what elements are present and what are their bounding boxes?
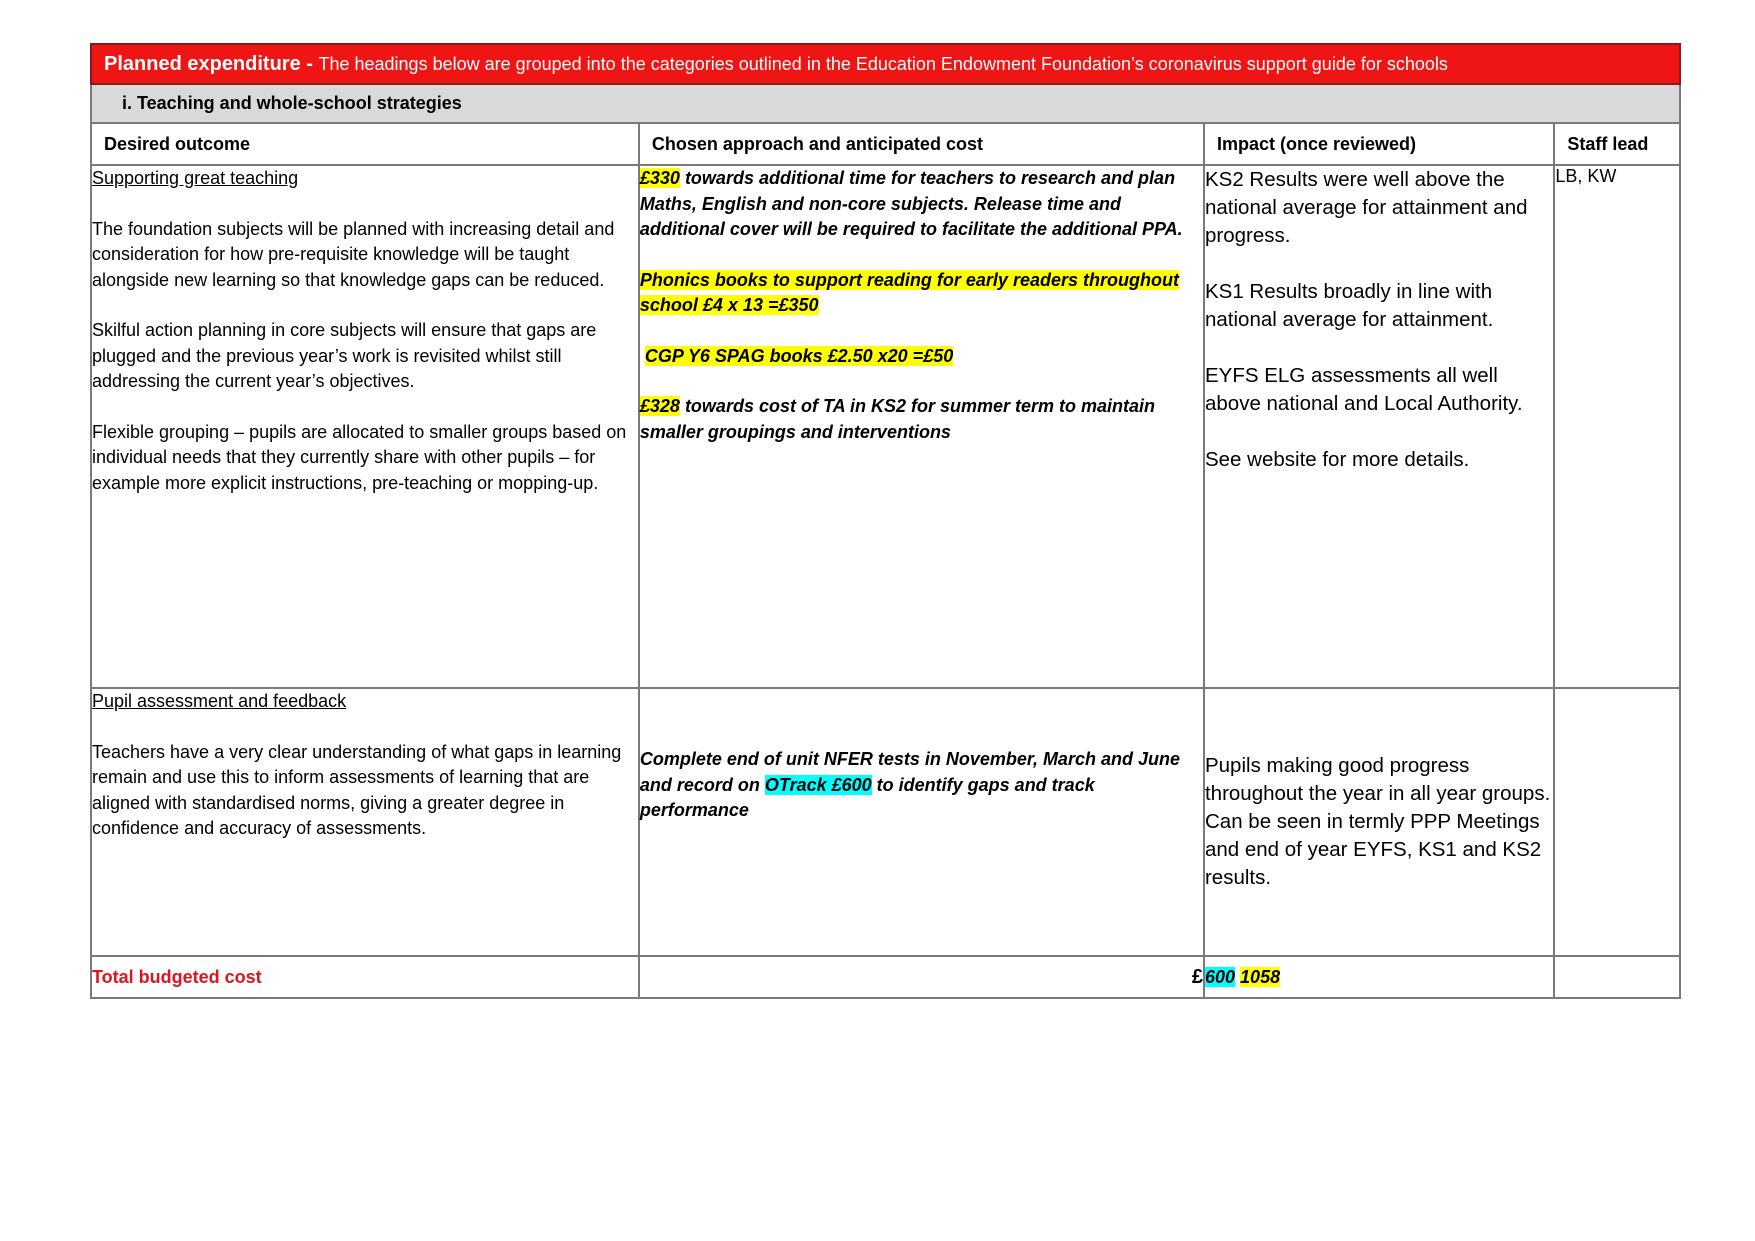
section-heading: i. Teaching and whole-school strategies <box>91 84 1680 123</box>
section-row <box>91 84 1680 123</box>
approach-cell <box>639 165 1204 688</box>
approach-paragraph <box>640 344 1203 370</box>
impact-paragraph: KS1 Results broadly in line with national average for attainment. <box>1204 280 1494 331</box>
outcome-paragraph: The foundation subjects will be planned with increasing detail and consideration for how pre-requisite knowledge will be taught alongside new learning so that knowledge gaps can be reduced. <box>92 218 615 290</box>
total-staff-cell <box>1554 956 1680 998</box>
impact-cell <box>1204 165 1554 688</box>
highlighted-cost: OTrack £600 <box>764 774 872 795</box>
table-row <box>91 688 1680 956</box>
total-row <box>91 956 1680 998</box>
total-value-cyan: 600 <box>1204 966 1236 987</box>
approach-paragraph <box>640 166 1203 243</box>
highlighted-cost: CGP Y6 SPAG books £2.50 x20 =£50 <box>644 345 954 366</box>
total-value-yellow: 1058 <box>1240 966 1281 987</box>
highlighted-cost: Phonics books to support reading for early readers throughout school £4 x 13 =£350 <box>639 269 1179 315</box>
approach-cell <box>639 688 1204 956</box>
title-description: The headings below are grouped into the categories outlined in the Education Endowment Foundation’s coronavirus support guide for schools <box>318 53 1448 74</box>
currency-symbol: £ <box>639 956 1204 998</box>
table-row <box>91 165 1680 688</box>
total-values-cell <box>1204 956 1554 998</box>
column-header-approach: Chosen approach and anticipated cost <box>639 123 1204 165</box>
outcome-paragraph: Flexible grouping – pupils are allocated to smaller groups based on individual needs that they currently share with other pupils – for example more explicit instructions, pre-teaching or mopping-up. <box>92 421 627 493</box>
outcome-heading: Supporting great teaching <box>92 168 299 188</box>
column-header-staff-lead: Staff lead <box>1554 123 1680 165</box>
highlighted-cost: £328 <box>639 396 680 416</box>
approach-text: towards cost of TA in KS2 for summer term to maintain smaller groupings and interventions <box>639 396 1156 442</box>
title-banner <box>91 44 1680 84</box>
impact-paragraph: EYFS ELG assessments all well above national and Local Authority. <box>1204 364 1523 415</box>
desired-outcome-cell <box>91 165 639 688</box>
approach-paragraph <box>640 394 1203 445</box>
title-row <box>91 44 1680 84</box>
outcome-heading: Pupil assessment and feedback <box>92 691 347 711</box>
outcome-paragraph: Teachers have a very clear understanding of what gaps in learning remain and use this to inform assessments of learning that are aligned with standardised norms, giving a greater degree in confidence and accuracy of assessments. <box>92 741 622 838</box>
column-header-impact: Impact (once reviewed) <box>1204 123 1554 165</box>
approach-text: to identify gaps and track performance <box>639 774 1095 820</box>
title-bold: Planned expenditure - <box>104 52 319 75</box>
outcome-paragraph: Skilful action planning in core subjects will ensure that gaps are plugged and the previous year’s work is revisited whilst still addressing the current year’s objectives. <box>92 320 597 391</box>
column-header-desired-outcome: Desired outcome <box>91 123 639 165</box>
approach-text: towards additional time for teachers to research and plan Maths, English and non-core subjects. Release time and additional cover will be required to facilitate the additional PPA. <box>639 168 1183 239</box>
approach-paragraph <box>640 747 1203 824</box>
planned-expenditure-table <box>90 43 1681 999</box>
approach-text: Complete end of unit NFER tests in November, March and June and record on <box>639 749 1180 795</box>
impact-paragraph: KS2 Results were well above the national average for attainment and progress. <box>1204 168 1528 247</box>
approach-paragraph <box>640 268 1203 319</box>
staff-lead-cell: LB, KW <box>1554 165 1680 688</box>
impact-cell <box>1204 688 1554 956</box>
desired-outcome-cell <box>91 688 639 956</box>
staff-lead-cell <box>1554 688 1680 956</box>
column-header-row <box>91 123 1680 165</box>
impact-paragraph: Pupils making good progress throughout the year in all year groups. Can be seen in termly PPP Meetings and end of year EYFS, KS1 and KS2 results. <box>1204 754 1551 889</box>
impact-paragraph: See website for more details. <box>1204 448 1470 471</box>
highlighted-cost: £330 <box>639 168 680 188</box>
total-budgeted-cost-label: Total budgeted cost <box>91 956 639 998</box>
